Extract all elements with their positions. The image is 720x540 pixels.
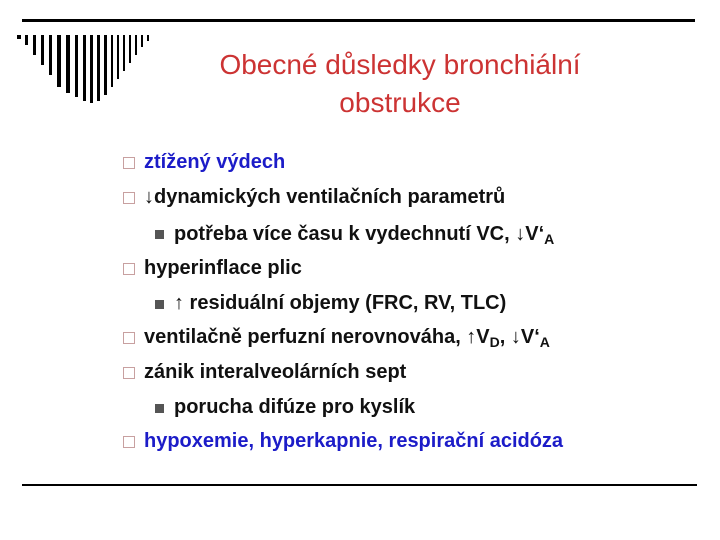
bullet-text: hypoxemie, hyperkapnie, respirační acidóza	[144, 430, 564, 452]
bullet-text: hyperinflace plic	[144, 257, 302, 279]
bullet-marker-icon	[123, 332, 135, 344]
top-rule	[22, 19, 695, 22]
bullet-text: ztížený výdech	[144, 151, 286, 173]
sub-bullet-item	[174, 394, 415, 420]
subscript: D	[489, 334, 500, 350]
bullet-text: , ↓V‘	[499, 326, 540, 348]
title-line-1: Obecné důsledky bronchiální	[219, 49, 581, 80]
bullet-text: ventilačně perfuzní nerovnováha, ↑V	[144, 326, 490, 348]
sub-bullet-marker-icon	[155, 300, 164, 309]
subscript: A	[539, 334, 550, 350]
bullet-marker-icon	[123, 192, 135, 204]
slide-title	[120, 46, 680, 122]
sub-bullet-marker-icon	[155, 404, 164, 413]
sub-bullet-item	[174, 290, 506, 316]
sub-bullet-item	[174, 221, 554, 247]
bullet-marker-icon	[123, 157, 135, 169]
bullet-item	[144, 255, 302, 281]
bottom-rule	[22, 484, 697, 486]
bullet-item	[144, 428, 563, 454]
title-line-2: obstrukce	[339, 87, 461, 118]
bullet-text: porucha difúze pro kyslík	[174, 396, 416, 418]
sub-bullet-marker-icon	[155, 230, 164, 239]
subscript: A	[544, 231, 555, 247]
bullet-text: zánik interalveolárních sept	[144, 361, 407, 383]
bullet-item	[144, 359, 406, 385]
bullet-item	[144, 149, 285, 175]
bullet-text: ↑ residuální objemy (FRC, RV, TLC)	[174, 292, 507, 314]
bullet-marker-icon	[123, 367, 135, 379]
bullet-item	[144, 184, 505, 210]
bullet-text: potřeba více času k vydechnutí VC, ↓V‘	[174, 223, 545, 245]
bullet-marker-icon	[123, 436, 135, 448]
bullet-item	[144, 324, 550, 350]
bullet-marker-icon	[123, 263, 135, 275]
bullet-text: ↓dynamických ventilačních parametrů	[144, 186, 506, 208]
